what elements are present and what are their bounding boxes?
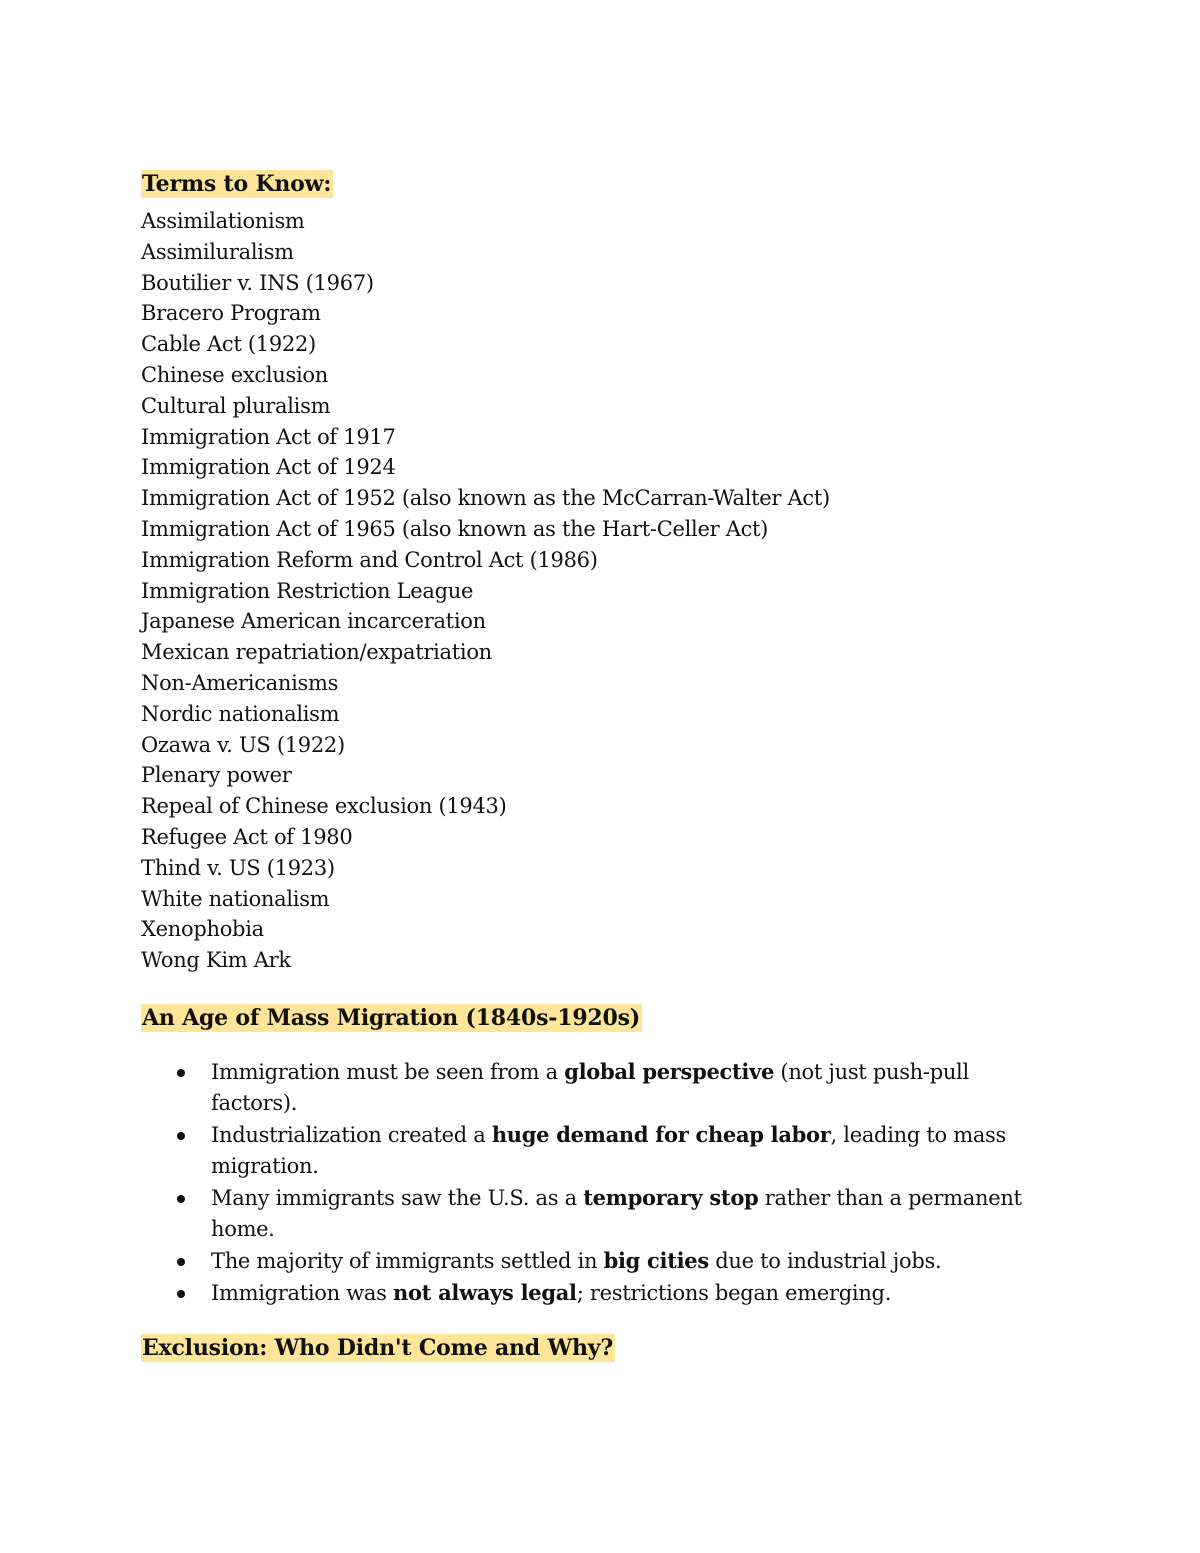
bullet-item xyxy=(141,1056,1041,1119)
mass-migration-bullet-list xyxy=(141,1056,1041,1309)
term-item: Immigration Act of 1952 (also known as the McCarran-Walter Act) xyxy=(141,486,830,511)
term-item: Cultural pluralism xyxy=(141,393,331,418)
term-item: Immigration Act of 1965 (also known as the Hart-Celler Act) xyxy=(141,516,769,541)
mass-migration-heading xyxy=(141,1001,642,1035)
bullet-text: Industrialization created a xyxy=(211,1123,492,1147)
term-item: Repeal of Chinese exclusion (1943) xyxy=(141,794,507,819)
bullet-bold-text: not always legal xyxy=(393,1280,577,1305)
bullet-text: , leading to mass migration. xyxy=(211,1123,1006,1178)
bullet-text: Immigration was xyxy=(211,1281,393,1305)
bullet-bold-text: big cities xyxy=(603,1248,709,1273)
bullet-item xyxy=(141,1277,1041,1309)
bullet-dot-icon xyxy=(177,1069,185,1077)
term-item: Bracero Program xyxy=(141,301,321,326)
terms-heading-text: Terms to Know: xyxy=(142,171,332,197)
bullet-text: due to industrial jobs. xyxy=(708,1249,942,1273)
term-item: Immigration Restriction League xyxy=(141,578,474,603)
term-item: Thind v. US (1923) xyxy=(141,855,335,880)
exclusion-heading-text: Exclusion: Who Didn't Come and Why? xyxy=(142,1335,614,1361)
term-item: Mexican repatriation/expatriation xyxy=(141,640,492,665)
term-item: Chinese exclusion xyxy=(141,362,328,387)
bullet-bold-text: huge demand for cheap labor xyxy=(491,1122,831,1147)
bullet-dot-icon xyxy=(177,1195,185,1203)
terms-heading xyxy=(141,167,333,201)
term-item: Nordic nationalism xyxy=(141,701,340,726)
term-item: Plenary power xyxy=(141,763,292,788)
bullet-text: (not just push-pull factors). xyxy=(211,1060,969,1115)
term-item: White nationalism xyxy=(141,886,330,911)
bullet-bold-text: global perspective xyxy=(564,1059,775,1084)
mass-migration-heading-text: An Age of Mass Migration (1840s-1920s) xyxy=(142,1005,641,1031)
term-item: Immigration Act of 1924 xyxy=(141,455,396,480)
bullet-dot-icon xyxy=(177,1290,185,1298)
bullet-text: The majority of immigrants settled in xyxy=(211,1249,604,1273)
bullet-item xyxy=(141,1182,1041,1245)
term-item: Ozawa v. US (1922) xyxy=(141,732,345,757)
bullet-item xyxy=(141,1119,1041,1182)
exclusion-heading xyxy=(141,1331,615,1365)
bullet-dot-icon xyxy=(177,1258,185,1266)
bullet-text: Many immigrants saw the U.S. as a xyxy=(211,1186,584,1210)
bullet-text: rather than a permanent home. xyxy=(211,1186,1022,1241)
bullet-text: Immigration must be seen from a xyxy=(211,1060,565,1084)
term-item: Cable Act (1922) xyxy=(141,332,316,357)
bullet-text: ; restrictions began emerging. xyxy=(576,1281,892,1305)
term-item: Boutilier v. INS (1967) xyxy=(141,270,374,295)
term-item: Assimilationism xyxy=(141,209,305,233)
bullet-dot-icon xyxy=(177,1132,185,1140)
terms-list xyxy=(141,206,830,976)
term-item: Wong Kim Ark xyxy=(141,948,291,973)
term-item: Non-Americanisms xyxy=(141,670,339,695)
bullet-bold-text: temporary stop xyxy=(583,1185,759,1210)
term-item: Assimiluralism xyxy=(141,239,294,264)
term-item: Refugee Act of 1980 xyxy=(141,824,353,849)
term-item: Xenophobia xyxy=(141,917,264,942)
term-item: Immigration Act of 1917 xyxy=(141,424,396,449)
term-item: Immigration Reform and Control Act (1986) xyxy=(141,547,598,572)
bullet-item xyxy=(141,1245,1041,1277)
term-item: Japanese American incarceration xyxy=(141,609,486,634)
